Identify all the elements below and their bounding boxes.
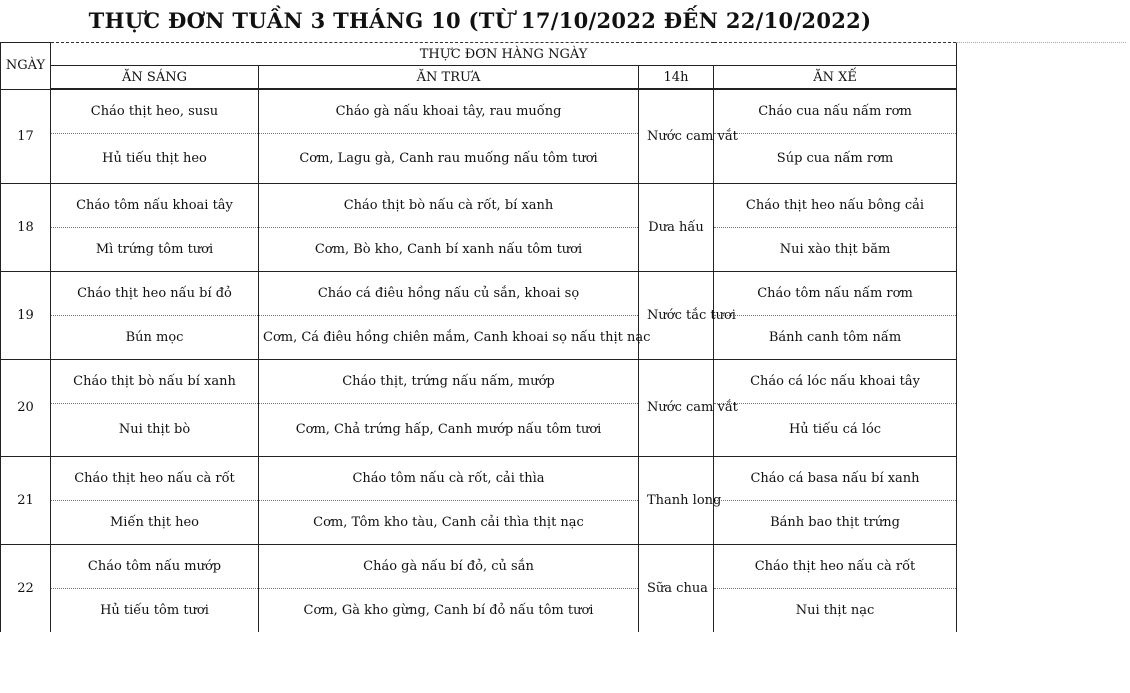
afternoon-item: Cháo tôm nấu nấm rơm bbox=[714, 271, 957, 315]
breakfast-item: Bún mọc bbox=[51, 315, 259, 359]
lunch-item: Cháo cá điêu hồng nấu củ sắn, khoai sọ bbox=[259, 271, 639, 315]
breakfast-item: Hủ tiếu tôm tươi bbox=[51, 588, 259, 632]
snack-14h: Nước tắc tươi bbox=[639, 271, 714, 359]
weekly-menu-table bbox=[0, 42, 957, 632]
day-number: 18 bbox=[1, 183, 51, 271]
sheet-gridline bbox=[956, 42, 1126, 43]
breakfast-item: Miến thịt heo bbox=[51, 500, 259, 544]
afternoon-item: Cháo thịt heo nấu bông cải bbox=[714, 183, 957, 227]
header-group: THỰC ĐƠN HÀNG NGÀY bbox=[51, 43, 957, 66]
lunch-item: Cơm, Bò kho, Canh bí xanh nấu tôm tươi bbox=[259, 227, 639, 271]
breakfast-item: Cháo thịt heo nấu cà rốt bbox=[51, 456, 259, 500]
afternoon-item: Hủ tiếu cá lóc bbox=[714, 403, 957, 456]
lunch-item: Cháo thịt bò nấu cà rốt, bí xanh bbox=[259, 183, 639, 227]
lunch-item: Cơm, Gà kho gừng, Canh bí đỏ nấu tôm tươi bbox=[259, 588, 639, 632]
day-row bbox=[1, 544, 957, 588]
breakfast-item: Mì trứng tôm tươi bbox=[51, 227, 259, 271]
lunch-item: Cơm, Tôm kho tàu, Canh cải thìa thịt nạc bbox=[259, 500, 639, 544]
afternoon-item: Bánh canh tôm nấm bbox=[714, 315, 957, 359]
header-an-trua: ĂN TRƯA bbox=[259, 66, 639, 90]
afternoon-item: Cháo thịt heo nấu cà rốt bbox=[714, 544, 957, 588]
header-14h: 14h bbox=[639, 66, 714, 90]
afternoon-item: Nui thịt nạc bbox=[714, 588, 957, 632]
lunch-item: Cơm, Chả trứng hấp, Canh mướp nấu tôm tươi bbox=[259, 403, 639, 456]
day-row bbox=[1, 183, 957, 227]
afternoon-item: Bánh bao thịt trứng bbox=[714, 500, 957, 544]
snack-14h: Thanh long bbox=[639, 456, 714, 544]
afternoon-item: Cháo cá basa nấu bí xanh bbox=[714, 456, 957, 500]
day-row bbox=[1, 588, 957, 632]
snack-14h: Sữa chua bbox=[639, 544, 714, 632]
header-an-sang: ĂN SÁNG bbox=[51, 66, 259, 90]
snack-14h: Nước cam vắt bbox=[639, 359, 714, 456]
snack-14h: Dưa hấu bbox=[639, 183, 714, 271]
lunch-item: Cháo gà nấu bí đỏ, củ sắn bbox=[259, 544, 639, 588]
lunch-item: Cháo thịt, trứng nấu nấm, mướp bbox=[259, 359, 639, 403]
breakfast-item: Cháo tôm nấu mướp bbox=[51, 544, 259, 588]
day-number: 22 bbox=[1, 544, 51, 632]
day-number: 17 bbox=[1, 89, 51, 183]
day-row bbox=[1, 133, 957, 183]
afternoon-item: Nui xào thịt băm bbox=[714, 227, 957, 271]
day-row bbox=[1, 456, 957, 500]
lunch-item: Cháo tôm nấu cà rốt, cải thìa bbox=[259, 456, 639, 500]
day-row bbox=[1, 359, 957, 403]
breakfast-item: Nui thịt bò bbox=[51, 403, 259, 456]
breakfast-item: Hủ tiếu thịt heo bbox=[51, 133, 259, 183]
snack-14h: Nước cam vắt bbox=[639, 89, 714, 183]
header-ngay: NGÀY bbox=[1, 43, 51, 90]
day-row bbox=[1, 89, 957, 133]
day-row bbox=[1, 403, 957, 456]
page-title: THỰC ĐƠN TUẦN 3 THÁNG 10 (TỪ 17/10/2022 ĐẾN 22/10/2022) bbox=[88, 8, 872, 33]
day-row bbox=[1, 227, 957, 271]
sheet-cutoff bbox=[0, 638, 1130, 693]
lunch-item: Cháo gà nấu khoai tây, rau muống bbox=[259, 89, 639, 133]
breakfast-item: Cháo thịt heo nấu bí đỏ bbox=[51, 271, 259, 315]
afternoon-item: Cháo cua nấu nấm rơm bbox=[714, 89, 957, 133]
header-an-xe: ĂN XẾ bbox=[714, 66, 957, 90]
afternoon-item: Súp cua nấm rơm bbox=[714, 133, 957, 183]
afternoon-item: Cháo cá lóc nấu khoai tây bbox=[714, 359, 957, 403]
day-number: 20 bbox=[1, 359, 51, 456]
day-row bbox=[1, 315, 957, 359]
day-number: 21 bbox=[1, 456, 51, 544]
day-number: 19 bbox=[1, 271, 51, 359]
day-row bbox=[1, 500, 957, 544]
day-row bbox=[1, 271, 957, 315]
breakfast-item: Cháo tôm nấu khoai tây bbox=[51, 183, 259, 227]
lunch-item: Cơm, Cá điêu hồng chiên mắm, Canh khoai sọ nấu thịt nạc bbox=[259, 315, 639, 359]
lunch-item: Cơm, Lagu gà, Canh rau muống nấu tôm tươi bbox=[259, 133, 639, 183]
breakfast-item: Cháo thịt heo, susu bbox=[51, 89, 259, 133]
breakfast-item: Cháo thịt bò nấu bí xanh bbox=[51, 359, 259, 403]
